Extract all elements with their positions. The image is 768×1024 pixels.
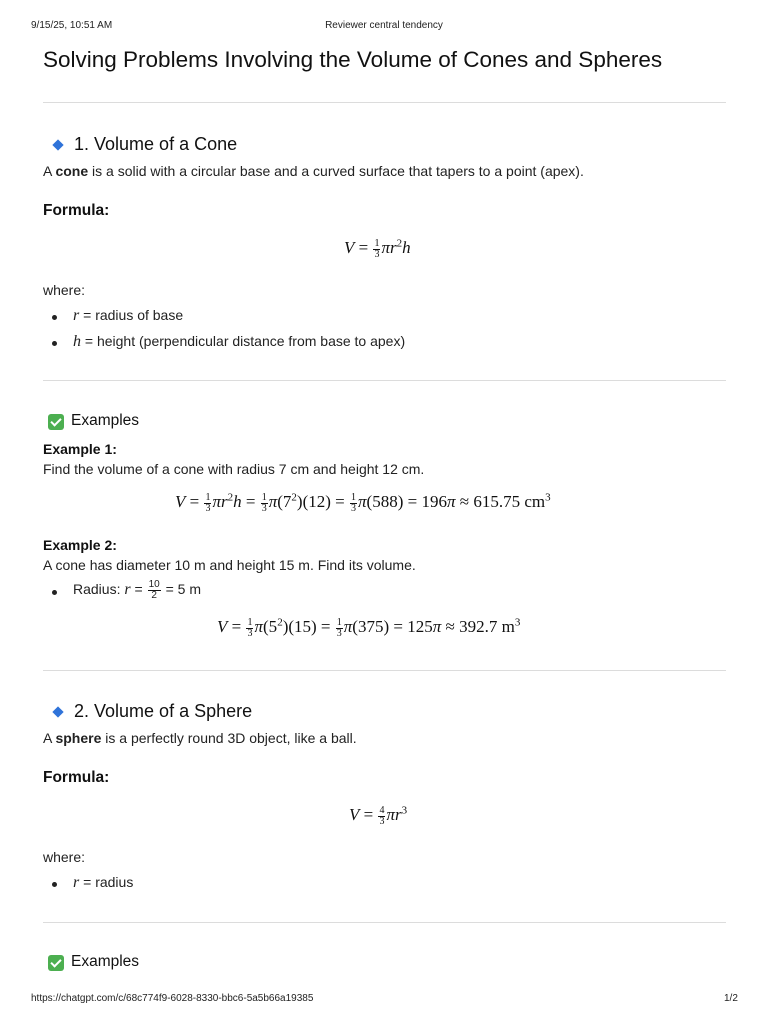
formula-label-sphere: Formula: [43,769,110,786]
examples-heading-cone: Examples [71,412,140,429]
divider [43,380,726,381]
formula-label-cone: Formula: [43,202,110,219]
sphere-volume-formula: V = $\frac{4}{3}$ $\pi r^3$ [349,804,408,827]
example-2-label: Example 2: [43,537,117,553]
sphere-intro: A sphere is a perfectly round 3D object, like a ball. [43,730,357,746]
bullet [52,341,57,346]
bullet [52,315,57,320]
diamond-bullet-icon [52,139,63,150]
bullet [52,590,57,595]
section-heading-sphere: 2. Volume of a Sphere [74,701,253,721]
example-2-solution: V = $\frac{1}{3}$ $\pi(5^2)(15)$ = $\frac{1}{3}$ π(375) = 125π ≈ 392.7 $m^3$ [217,616,521,639]
check-mark-icon [48,414,64,430]
where-label-sphere: where: [43,849,86,865]
divider [43,670,726,671]
sphere-term: sphere [55,730,102,746]
example-1-text: Find the volume of a cone with radius 7 cm and height 12 cm. [43,461,425,477]
print-doc-title: Reviewer central tendency [325,20,443,31]
divider [43,102,726,103]
cone-intro: A cone is a solid with a circular base and a curved surface that tapers to a point (apex). [43,163,584,179]
where-label-cone: where: [43,282,86,298]
bullet [52,882,57,887]
section-heading-cone: 1. Volume of a Cone [74,134,238,154]
cone-var-r: r = radius of base [73,307,184,324]
example-1-solution: V = $\frac{1}{3}$ $\pi r^2h$ = $\frac{1}{3}$ $\pi(7^2)(12)$ = $\frac{1}{3}$ π(588) = 196π ≈ 615.75 $cm^3$ [175,491,551,514]
print-page-number: 1/2 [724,993,738,1004]
cone-term: cone [55,163,89,179]
cone-volume-formula: V = $\frac{1}{3}$ $\pi r^2h$ [344,237,411,260]
example-2-radius: Radius: r = $\frac{10}{2}$ = 5 m [73,579,201,601]
check-mark-icon [48,955,64,971]
example-1-label: Example 1: [43,441,117,457]
sphere-var-r: r = radius [73,874,134,891]
examples-heading-sphere: Examples [71,953,140,970]
cone-var-h: h = height (perpendicular distance from base to apex) [73,333,406,350]
print-datetime: 9/15/25, 10:51 AM [31,20,113,31]
divider [43,922,726,923]
page-title: Solving Problems Involving the Volume of Cones and Spheres [43,47,663,72]
print-url: https://chatgpt.com/c/68c774f9-6028-8330-bbc6-5a5b66a19385 [31,993,314,1004]
diamond-bullet-icon [52,706,63,717]
example-2-text: A cone has diameter 10 m and height 15 m. Find its volume. [43,557,416,573]
